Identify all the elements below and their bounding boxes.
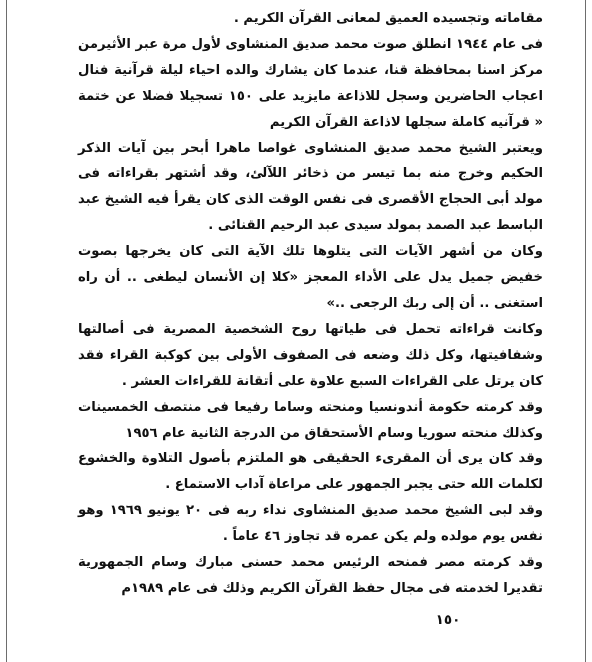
paragraph-3: ويعتبر الشيخ محمد صديق المنشاوى غواصا ماهرا أبحر بين آيات الذكر الحكيم وخرج منه بما تيسر من ذخائر اللآلئ، وقد أشتهر بقراءاته فى مولد أبى الحجاج الأقصرى فى نفس الوقت الذى كان يقرأ فيه الشيخ عبد الباسط عبد الصمد بمولد سيدى عبد الرحيم القنائى . bbox=[78, 140, 543, 234]
paragraph-2: فى عام ١٩٤٤ انطلق صوت محمد صديق المنشاوى لأول مرة عبر الأثيرمن مركز اسنا بمحافظة قنا، عندما كان يشارك والده احياء ليلة قرآنية فنال اعجاب الحاضرين وسجل للاذاعة مايزيد على ١٥٠ تسجيلا فضلا عن ختمة « قرآنيه كاملة سجلها لاذاعة القرآن الكريم bbox=[78, 36, 543, 130]
page-number: ١٥٠ bbox=[435, 612, 461, 628]
paragraph-7: وقد كان يرى أن المقرىء الحقيقى هو الملتزم بأصول التلاوة والخشوع لكلمات الله حتى يجبر الجمهور على مراعاة آداب الاستماع . bbox=[78, 451, 543, 493]
paragraph-5: وكانت قراءاته تحمل فى طياتها روح الشخصية المصرية فى أصالتها وشفافيتها، وكل ذلك وضعه فى الصفوف الأولى بين كوكبة القراء فقد كان يرتل على القراءات السبع علاوة على أتقانة للقراءات العشر . bbox=[78, 321, 543, 389]
paragraph-1: مقاماته وتجسيده العميق لمعانى القرآن الكريم . bbox=[233, 11, 543, 26]
right-page-border bbox=[585, 0, 586, 662]
paragraph-8: وقد لبى الشيخ محمد صديق المنشاوى نداء ربه فى ٢٠ يونيو ١٩٦٩ وهو نفس يوم مولده ولم يكن عمره قد تجاوز ٤٦ عاماً . bbox=[78, 503, 543, 545]
body-text bbox=[78, 6, 543, 602]
paragraph-4: وكان من أشهر الآيات التى يتلوها تلك الآية التى كان يخرجها بصوت خفيض جميل يدل على الأداء المعجز «كلا إن الأنسان ليطغى .. أن راه استغنى .. أن إلى ربك الرجعى ..» bbox=[78, 244, 543, 311]
paragraph-9: وقد كرمته مصر فمنحه الرئيس محمد حسنى مبارك وسام الجمهورية تقديرا لخدمته فى مجال حفظ القرآن الكريم وذلك فى عام ١٩٨٩م bbox=[78, 555, 543, 596]
paragraph-6: وقد كرمته حكومة أندونسيا ومنحته وساما رفيعا فى منتصف الخمسينات وكذلك منحته سوريا وسام الأستحقاق من الدرجة الثانية عام ١٩٥٦ bbox=[78, 399, 543, 441]
left-page-border bbox=[6, 0, 7, 662]
